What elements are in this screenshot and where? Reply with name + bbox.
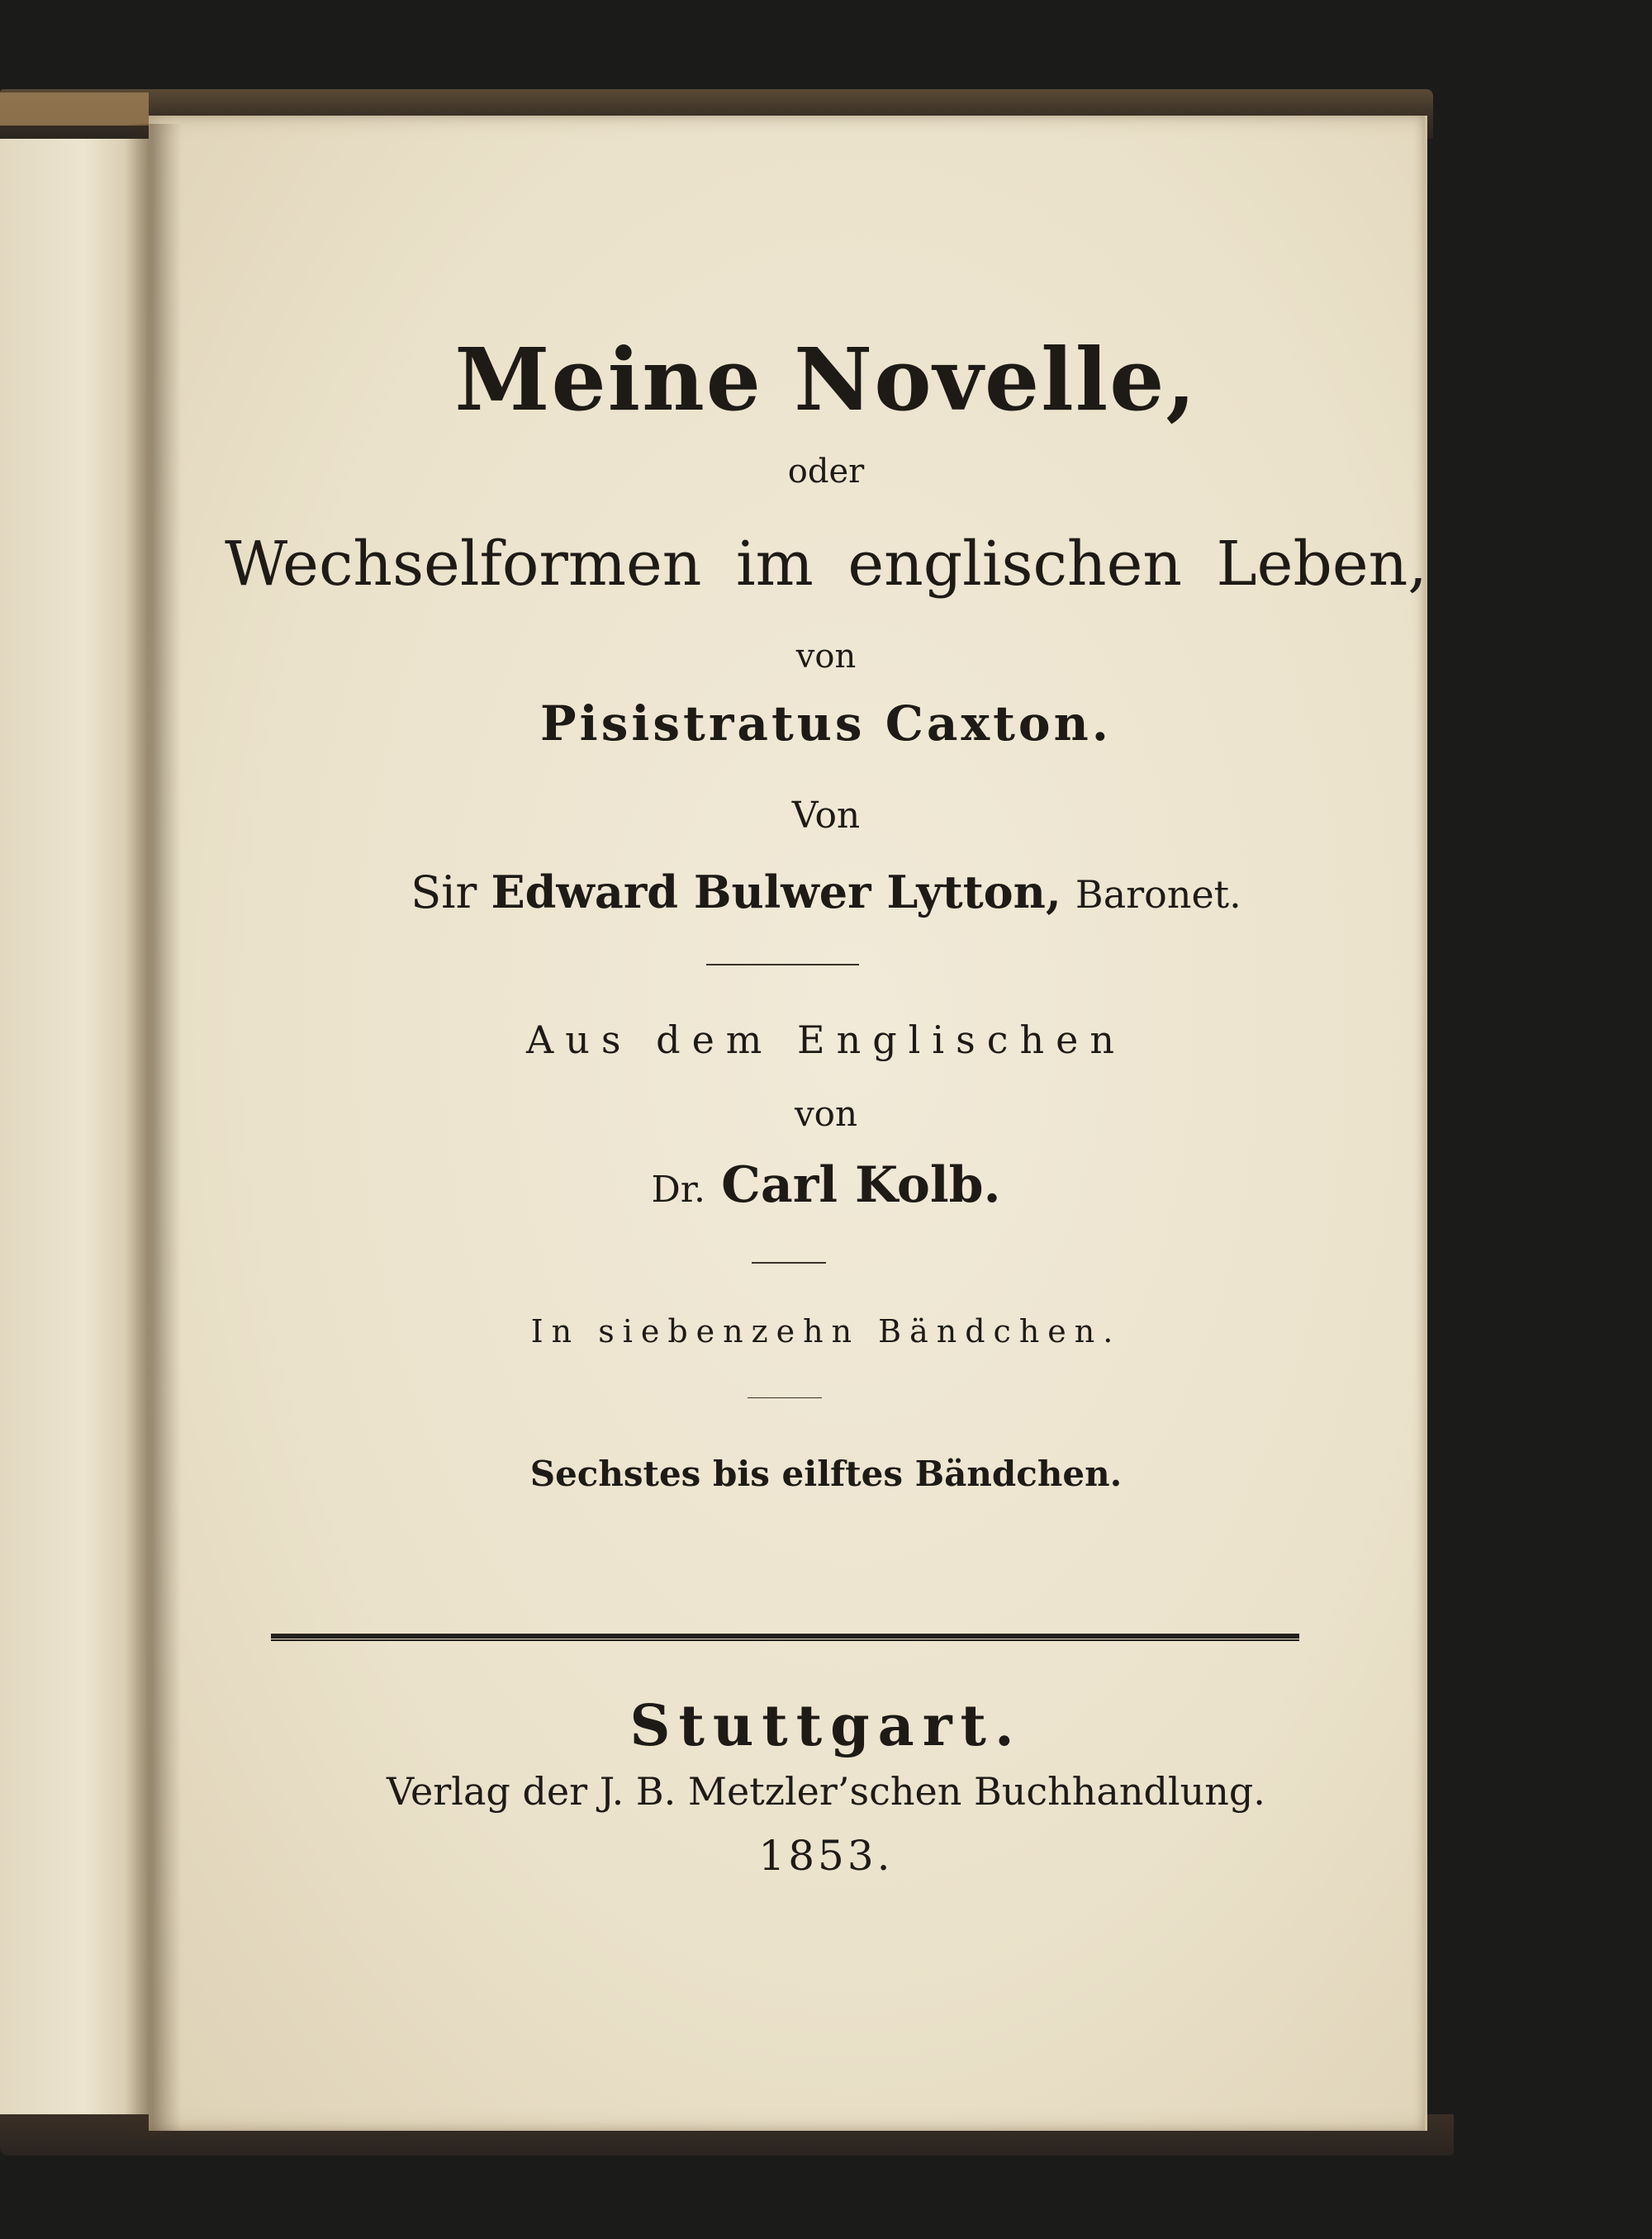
translator-prefix: Dr. <box>651 1169 705 1211</box>
pseudonym: Pisistratus Caxton. <box>540 695 1112 752</box>
book-subtitle: Wechselformen im englischen Leben, <box>225 529 1427 600</box>
author-line <box>0 866 1652 918</box>
translator-line <box>0 1156 1652 1214</box>
divider-rule-2 <box>752 1262 826 1264</box>
imprint-year: 1853. <box>758 1832 894 1880</box>
imprint-city: Stuttgart. <box>629 1693 1023 1759</box>
connector-von-2: Von <box>791 795 861 837</box>
connector-von-1: von <box>795 638 857 676</box>
author-suffix: Baronet. <box>1075 872 1241 917</box>
connector-von-3: von <box>794 1093 858 1134</box>
divider-rule-1 <box>706 964 859 965</box>
book-title: Meine Novelle, <box>454 329 1198 430</box>
divider-rule-3 <box>748 1397 822 1398</box>
imprint-publisher: Verlag der J. B. Metzler’schen Buchhandlung. <box>387 1769 1265 1814</box>
volumes-this: Sechstes bis eilftes Bändchen. <box>529 1454 1123 1494</box>
volumes-total: In siebenzehn Bändchen. <box>530 1313 1122 1350</box>
author-name: Edward Bulwer Lytton, <box>491 866 1061 918</box>
translation-note: Aus dem Englischen <box>526 1018 1126 1062</box>
imprint-double-rule <box>271 1634 1299 1641</box>
author-prefix: Sir <box>411 866 477 918</box>
translator-name: Carl Kolb. <box>721 1156 1001 1214</box>
cover-leather-corner <box>0 93 149 126</box>
connector-oder: oder <box>787 453 865 491</box>
